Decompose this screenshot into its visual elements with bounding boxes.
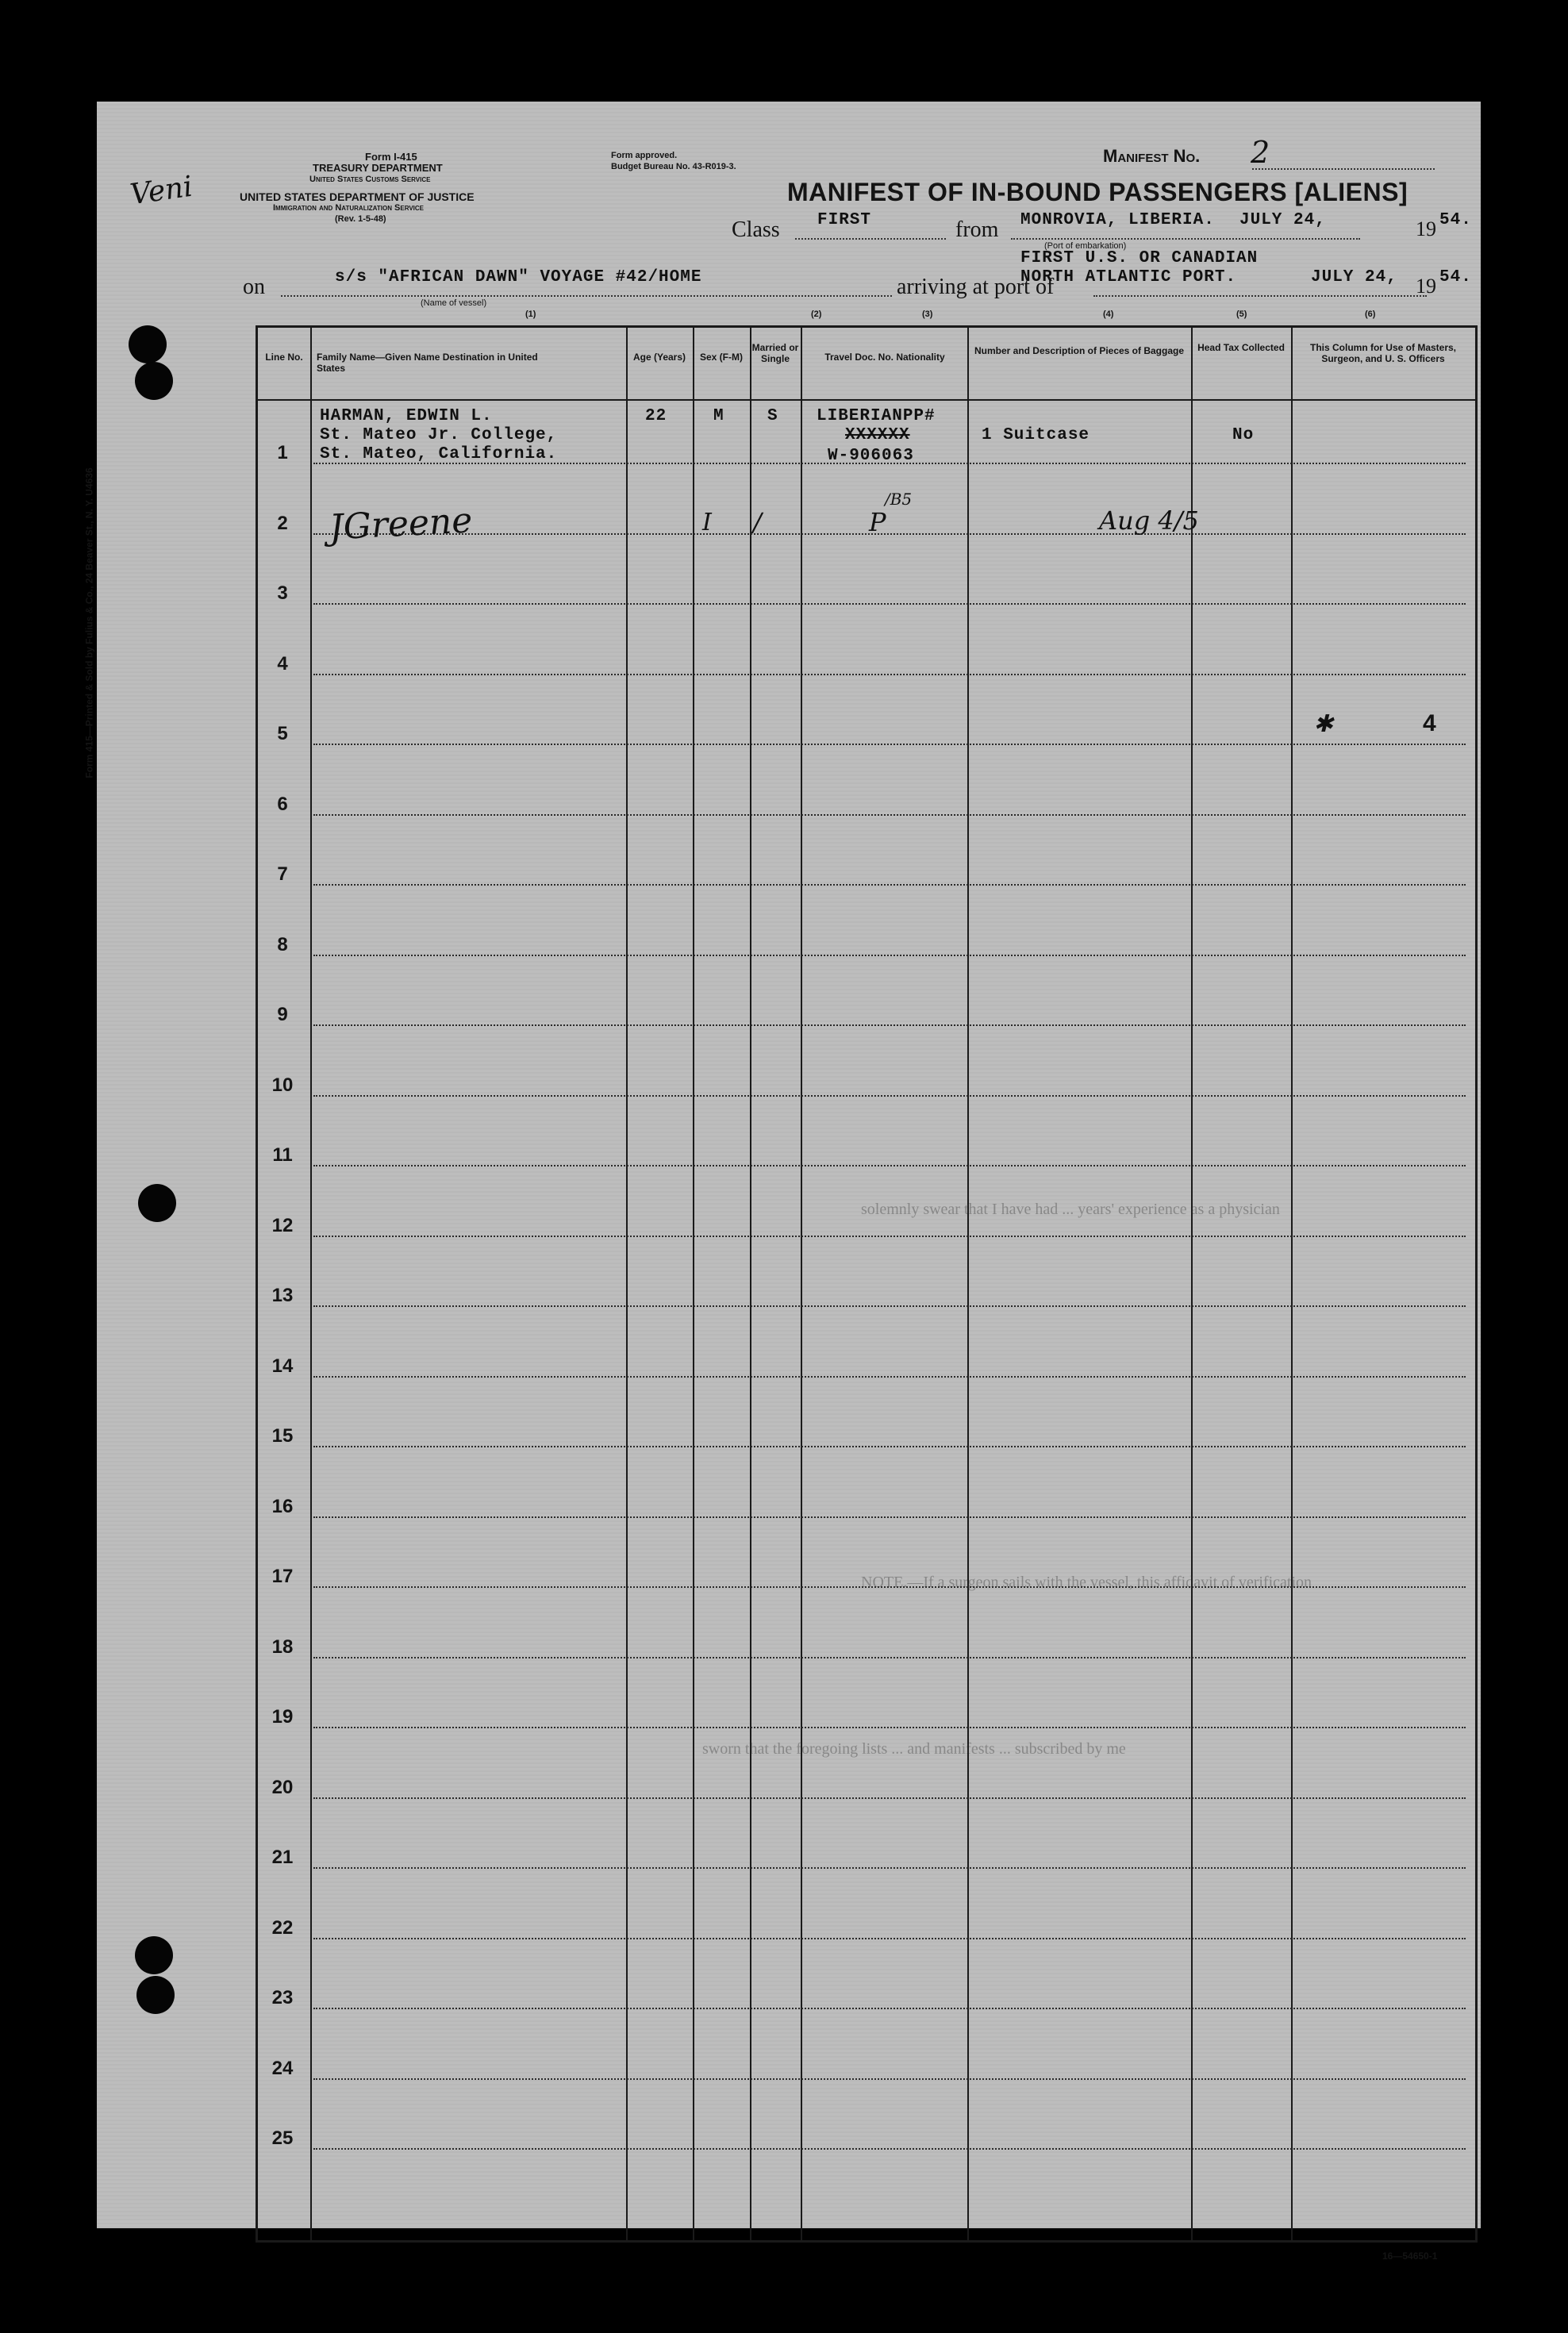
class-value: FIRST xyxy=(817,211,872,229)
line-number: 9 xyxy=(277,1004,288,1025)
printer-imprint: Form 415—Printed & Sold by Fulius & Co., 24 Beaver St., N. Y. U4636 xyxy=(83,467,95,778)
header-rule xyxy=(258,399,1475,401)
departure-date: JULY 24, xyxy=(1239,211,1326,229)
table-row xyxy=(313,674,1466,675)
row2-sex-mark: I xyxy=(702,509,712,536)
row2-slash-mark: / xyxy=(753,507,762,537)
arrival-year-prefix: 19 xyxy=(1416,275,1436,298)
line-number: 17 xyxy=(271,1566,294,1587)
officer-signature: JGreene xyxy=(328,500,474,548)
ins-service: Immigration and Naturalization Service xyxy=(273,203,425,213)
manifest-no-field xyxy=(1252,148,1435,170)
passenger-sex: M xyxy=(713,407,724,425)
bleed-through: sworn that the foregoing lists ... and manifests ... subscribed by me xyxy=(702,1740,1126,1758)
manifest-no-label: Manifest No. xyxy=(1103,146,1201,166)
passenger-marital: S xyxy=(767,407,778,425)
punch-hole xyxy=(129,325,167,363)
header-baggage: Number and Description of Pieces of Baggage xyxy=(974,345,1185,356)
year-suffix: 54. xyxy=(1439,211,1472,229)
col-num-5: (5) xyxy=(1236,309,1247,319)
passenger-table xyxy=(256,325,1478,2243)
passenger-name: HARMAN, EDWIN L. xyxy=(320,407,493,425)
row2-date: Aug 4/5 xyxy=(1099,505,1199,536)
line-number: 15 xyxy=(271,1425,294,1447)
form-number: Form I-415 xyxy=(365,151,417,163)
first-port: FIRST U.S. OR CANADIAN xyxy=(1020,249,1259,267)
year-prefix: 19 xyxy=(1416,217,1436,240)
table-row xyxy=(313,1516,1466,1518)
passenger-baggage: 1 Suitcase xyxy=(982,426,1090,444)
row2-doc-mark-2: /B5 xyxy=(885,490,913,509)
line-number: 23 xyxy=(271,1987,294,2008)
bleed-through: NOTE.—If a surgeon sails with the vessel, this affidavit of verification xyxy=(861,1574,1312,1591)
table-row xyxy=(313,1657,1466,1658)
line-number: 5 xyxy=(277,723,288,744)
bleed-through: solemnly swear that I have had ... years' experience as a physician xyxy=(861,1201,1280,1218)
header-age: Age (Years) xyxy=(632,352,686,363)
header-name: Family Name—Given Name Destination in United States xyxy=(317,352,538,374)
manifest-title: MANIFEST OF IN-BOUND PASSENGERS [ALIENS] xyxy=(787,178,1409,206)
header-officers: This Column for Use of Masters, Surgeon, and U. S. Officers xyxy=(1309,342,1457,364)
col-num-6: (6) xyxy=(1365,309,1376,319)
tally-mark: ✱ xyxy=(1313,710,1334,738)
table-row xyxy=(313,955,1466,956)
table-row xyxy=(313,1024,1466,1026)
treasury-dept: TREASURY DEPARTMENT xyxy=(313,162,443,174)
header-sex: Sex (F-M) xyxy=(700,352,743,363)
line-number: 14 xyxy=(271,1355,294,1377)
table-row xyxy=(313,1305,1466,1307)
line-number: 10 xyxy=(271,1074,294,1096)
col-rule xyxy=(693,328,694,2240)
col-num-3: (3) xyxy=(922,309,933,319)
line-number: 21 xyxy=(271,1847,294,1868)
vessel-name: s/s "AFRICAN DAWN" VOYAGE #42/HOME xyxy=(335,268,702,286)
passenger-head-tax: No xyxy=(1232,426,1255,444)
table-row xyxy=(313,2008,1466,2009)
table-row xyxy=(313,1727,1466,1728)
table-row xyxy=(313,1376,1466,1378)
arrival-year: 54. xyxy=(1439,268,1472,286)
col-num-4: (4) xyxy=(1103,309,1114,319)
line-number: 8 xyxy=(277,933,288,955)
table-row xyxy=(313,884,1466,886)
passenger-doc-struck: XXXXXX xyxy=(845,426,910,444)
embarkation-note: (Port of embarkation) xyxy=(1044,241,1127,251)
arrival-port: NORTH ATLANTIC PORT. xyxy=(1020,268,1237,286)
arriving-label: arriving at port of xyxy=(897,275,1055,299)
line-number: 22 xyxy=(271,1916,294,1939)
table-row xyxy=(313,1938,1466,1939)
side-stamp: Veni xyxy=(128,170,195,212)
line-number: 11 xyxy=(272,1144,293,1166)
manifest-no-value: 2 xyxy=(1251,135,1270,170)
table-row xyxy=(313,2148,1466,2150)
passenger-destination-1: St. Mateo Jr. College, xyxy=(320,426,558,444)
passenger-age: 22 xyxy=(645,407,667,425)
col-rule xyxy=(750,328,751,2240)
punch-hole xyxy=(135,1936,173,1974)
table-row xyxy=(313,1797,1466,1799)
passenger-doc-no: W-906063 xyxy=(828,447,914,465)
line-number: 1 xyxy=(277,442,288,463)
line-number: 2 xyxy=(277,512,288,534)
budget-bureau: Budget Bureau No. 43-R019-3. xyxy=(611,162,736,171)
tally-count: 4 xyxy=(1423,710,1436,736)
table-row xyxy=(313,1446,1466,1447)
form-approved: Form approved. xyxy=(611,151,678,160)
line-number: 25 xyxy=(271,2127,294,2149)
from-label: from xyxy=(955,217,999,242)
line-number: 4 xyxy=(277,652,288,675)
col-rule xyxy=(801,328,802,2240)
header-married: Married or Single xyxy=(751,342,799,364)
line-number: 3 xyxy=(277,582,288,604)
header-head-tax: Head Tax Collected xyxy=(1197,342,1285,353)
line-number: 18 xyxy=(271,1635,294,1658)
col-num-1: (1) xyxy=(525,309,536,319)
passenger-destination-2: St. Mateo, California. xyxy=(320,445,558,463)
table-row xyxy=(313,1095,1466,1097)
arrival-date: JULY 24, xyxy=(1311,268,1397,286)
row2-doc-mark: P xyxy=(869,507,886,537)
punch-hole xyxy=(138,1184,176,1222)
passenger-nationality: LIBERIANPP# xyxy=(817,407,936,425)
table-row xyxy=(313,744,1466,745)
header-travel-doc: Travel Doc. No. Nationality xyxy=(824,352,945,363)
on-label: on xyxy=(243,275,265,299)
footer-code: 16—54650-1 xyxy=(1382,2250,1438,2262)
line-number: 7 xyxy=(277,863,288,885)
vessel-note: (Name of vessel) xyxy=(421,298,487,308)
table-row xyxy=(313,1165,1466,1166)
col-rule xyxy=(1291,328,1293,2240)
punch-hole xyxy=(136,1976,175,2014)
table-row xyxy=(313,533,1466,535)
manifest-page xyxy=(83,102,1481,2262)
col-rule xyxy=(967,328,969,2240)
punch-hole xyxy=(135,362,173,400)
col-num-2: (2) xyxy=(811,309,822,319)
justice-dept: UNITED STATES DEPARTMENT OF JUSTICE xyxy=(240,190,475,203)
line-number: 16 xyxy=(271,1495,294,1517)
col-rule xyxy=(626,328,628,2240)
revision: (Rev. 1-5-48) xyxy=(335,214,386,224)
customs-service: United States Customs Service xyxy=(309,175,431,184)
line-number: 19 xyxy=(271,1706,294,1728)
table-row xyxy=(313,1586,1466,1588)
table-row xyxy=(313,2078,1466,2080)
from-value: MONROVIA, LIBERIA. xyxy=(1020,211,1215,229)
line-number: 24 xyxy=(271,2057,294,2079)
line-number: 20 xyxy=(271,1776,294,1798)
table-row xyxy=(313,1867,1466,1869)
line-number: 12 xyxy=(271,1214,294,1236)
header-line-no: Line No. xyxy=(265,352,303,363)
table-row xyxy=(313,603,1466,605)
table-row xyxy=(313,814,1466,816)
table-row xyxy=(313,1236,1466,1237)
line-number: 13 xyxy=(271,1285,294,1306)
col-rule xyxy=(1191,328,1193,2240)
col-rule xyxy=(310,328,312,2240)
class-label: Class xyxy=(732,217,780,242)
line-number: 6 xyxy=(277,793,288,815)
